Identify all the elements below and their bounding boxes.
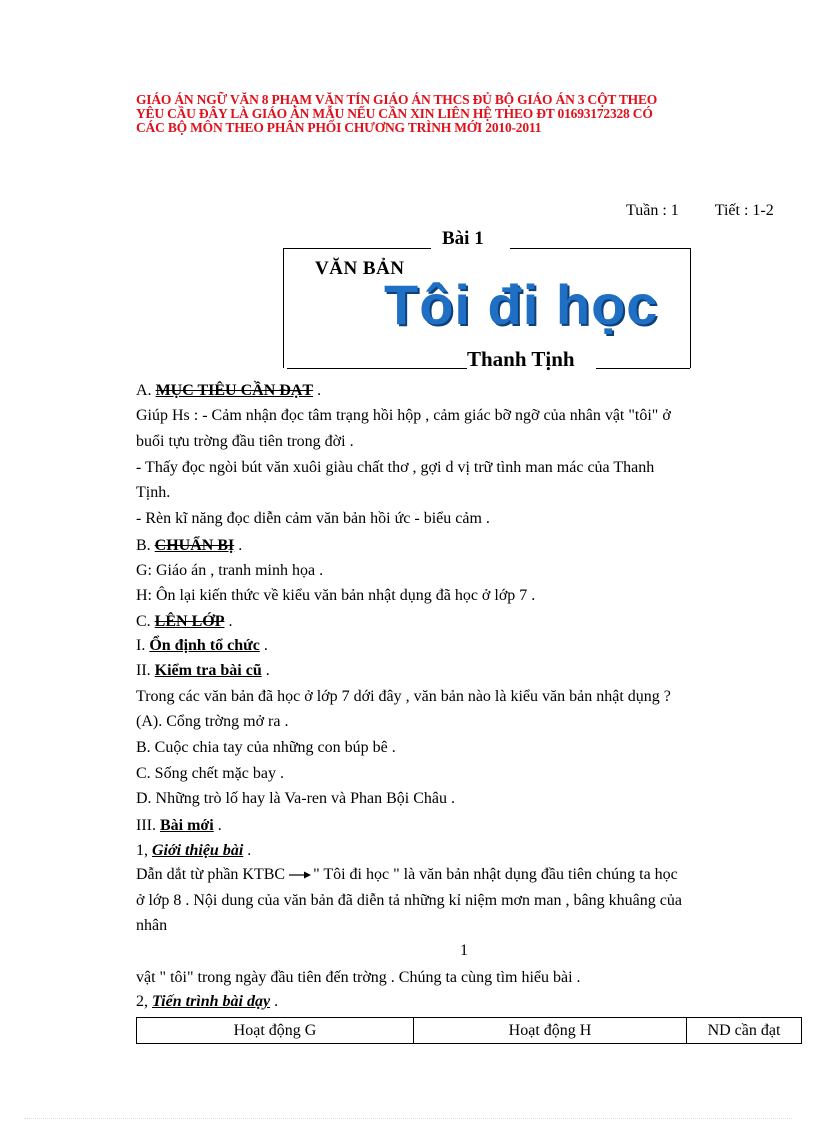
paragraph-line: Tịnh. xyxy=(136,484,171,501)
page-number: 1 xyxy=(460,942,468,959)
heading-title: Tiến trình bài dạy xyxy=(152,993,271,1010)
paragraph-line: ở lớp 8 . Nội dung của văn bản đã diễn tả những kỉ niệm mơn man , bâng khuâng của xyxy=(136,892,682,909)
heading-prefix: A. xyxy=(136,382,156,399)
paragraph-line: vật " tôi" trong ngày đầu tiên đến trờng . Chúng ta cùng tìm hiểu bài . xyxy=(136,969,581,986)
period-label: Tiết : 1-2 xyxy=(714,202,774,219)
table-header-cell: ND cần đạt xyxy=(687,1018,802,1044)
heading-title: MỤC TIÊU CẦN ĐẠT xyxy=(155,382,314,399)
table-header-row xyxy=(137,1018,802,1044)
answer-option: B. Cuộc chia tay của những con búp bê . xyxy=(136,739,396,756)
heading-suffix: . xyxy=(313,382,322,399)
subheading-2 xyxy=(136,993,278,1011)
subheading-iii xyxy=(136,817,222,835)
page-divider xyxy=(24,1118,792,1119)
intro-text: " Tôi đi học " là văn bản nhật dụng đầu tiên chúng ta học xyxy=(313,866,678,883)
lesson-number: Bài 1 xyxy=(442,228,484,249)
heading-suffix: . xyxy=(234,537,243,554)
table-header-cell: Hoạt động H xyxy=(414,1018,687,1044)
heading-prefix: I. xyxy=(136,637,150,654)
heading-suffix: . xyxy=(261,662,270,679)
banner-line: CÁC BỘ MÔN THEO PHÂN PHỐI CHƯƠNG TRÌNH MỚI 2010-2011 xyxy=(136,120,542,135)
header-banner xyxy=(136,93,796,135)
heading-title: Bài mới xyxy=(159,817,214,834)
heading-prefix: C. xyxy=(136,613,155,630)
answer-option: C. Sống chết mặc bay . xyxy=(136,765,284,782)
paragraph-line: Giúp Hs : - Cảm nhận đọc tâm trạng hồi hộp , cảm giác bỡ ngỡ của nhân vật "tôi" ở xyxy=(136,407,671,424)
subheading-i xyxy=(136,637,268,655)
heading-suffix: . xyxy=(270,993,279,1010)
heading-title: Kiểm tra bài cũ xyxy=(154,662,262,679)
lesson-title: Tôi đi học xyxy=(384,273,659,336)
paragraph-line: H: Ôn lại kiến thức về kiểu văn bản nhật dụng đã học ở lớp 7 . xyxy=(136,587,536,604)
answer-option: D. Những trò lố hay là Va-ren và Phan Bội Châu . xyxy=(136,790,455,807)
heading-prefix: 1, xyxy=(136,842,152,859)
title-box-border xyxy=(283,248,431,249)
author-name: Thanh Tịnh xyxy=(467,347,575,371)
section-heading-c xyxy=(136,613,232,631)
paragraph-line: nhân xyxy=(136,917,168,934)
subheading-ii xyxy=(136,662,270,680)
heading-prefix: II. xyxy=(136,662,155,679)
heading-prefix: B. xyxy=(136,537,155,554)
question-text: Trong các văn bản đã học ở lớp 7 dới đây , văn bản nào là kiểu văn bản nhật dụng ? xyxy=(136,688,671,705)
week-label: Tuần : 1 xyxy=(626,202,679,219)
heading-suffix: . xyxy=(213,817,222,834)
title-box-border xyxy=(287,368,467,369)
heading-title: Giới thiệu bài xyxy=(152,842,244,859)
paragraph-line: buổi tựu trờng đầu tiên trong đời . xyxy=(136,433,354,450)
section-heading-a xyxy=(136,382,321,400)
title-box-border xyxy=(283,248,284,368)
title-box-border xyxy=(690,248,691,368)
title-box-border xyxy=(596,368,690,369)
lesson-plan-table xyxy=(136,1017,802,1044)
schedule-info xyxy=(626,202,774,220)
heading-suffix: . xyxy=(259,637,268,654)
heading-title: LÊN LỚP xyxy=(154,613,225,630)
paragraph-line: - Thấy đọc ngòi bút văn xuôi giàu chất thơ , gợi d vị trữ tình man mác của Thanh xyxy=(136,459,655,476)
heading-title: Ổn định tổ chức xyxy=(149,637,260,654)
title-box-border xyxy=(510,248,691,249)
paragraph-line: - Rèn kĩ năng đọc diễn cảm văn bản hồi ức - biểu cảm . xyxy=(136,510,490,527)
paragraph-line xyxy=(136,866,678,884)
answer-option: (A). Cổng trờng mở ra . xyxy=(136,713,289,730)
banner-line: GIÁO ÁN NGỮ VĂN 8 PHẠM VĂN TÍN GIÁO ÁN THCS ĐỦ BỘ GIÁO ÁN 3 CỘT THEO xyxy=(136,92,658,107)
heading-prefix: 2, xyxy=(136,993,152,1010)
heading-prefix: III. xyxy=(136,817,160,834)
arrow-right-icon xyxy=(289,870,311,880)
banner-line: YÊU CẦU ĐÂY LÀ GIÁO ÁN MẪU NẾU CẦN XIN LIÊN HỆ THEO ĐT 01693172328 CÓ xyxy=(136,106,653,121)
section-heading-b xyxy=(136,537,242,555)
heading-title: CHUẨN BỊ xyxy=(154,537,235,554)
text-kind: VĂN BẢN xyxy=(315,258,405,279)
paragraph-line: G: Giáo án , tranh minh họa . xyxy=(136,562,324,579)
heading-suffix: . xyxy=(243,842,252,859)
heading-suffix: . xyxy=(224,613,233,630)
subheading-1 xyxy=(136,842,251,860)
table-header-cell: Hoạt động G xyxy=(137,1018,414,1044)
intro-text: Dẫn dắt từ phần KTBC xyxy=(136,866,286,883)
